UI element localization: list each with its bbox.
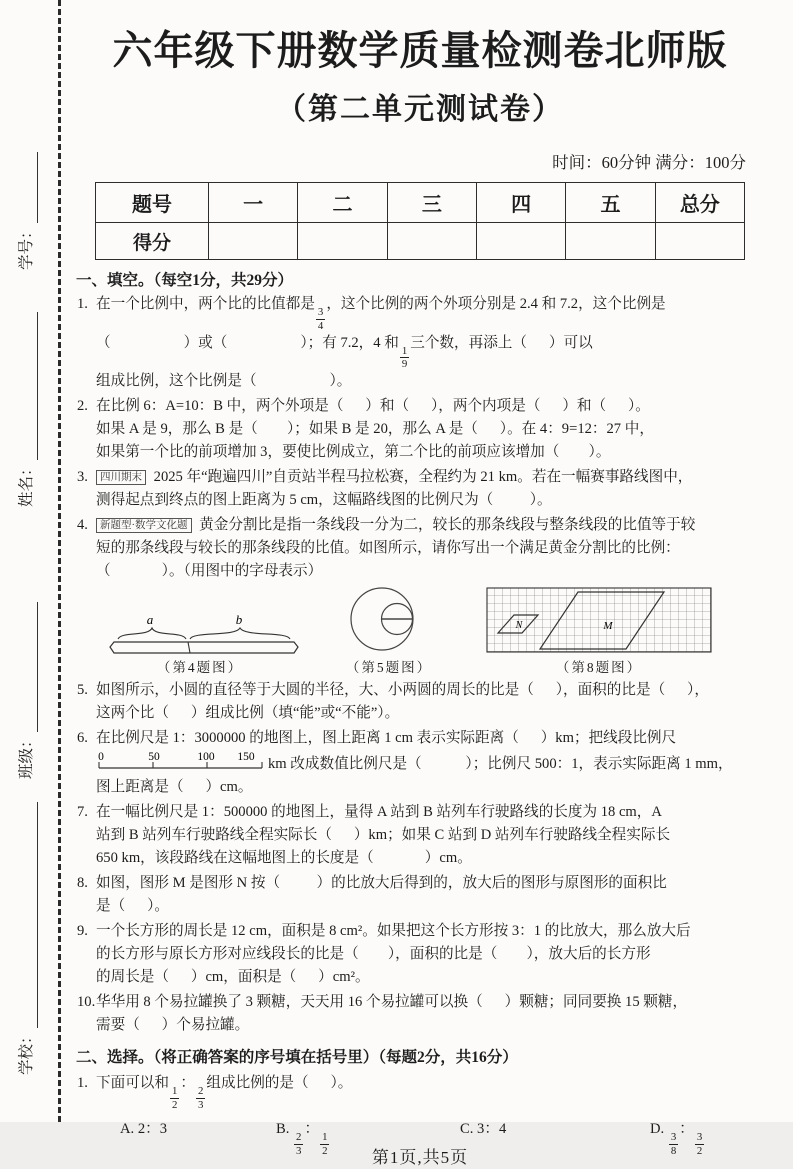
question-7-number: 7. [77, 804, 88, 821]
choice-question-1 [76, 1070, 764, 1111]
option-d-label: D. [650, 1120, 665, 1137]
student-number-blank [22, 152, 38, 223]
question-10 [76, 991, 764, 1037]
option-b-label: B. [276, 1120, 290, 1137]
figure-5-caption: （第5题图） [345, 660, 433, 676]
student-info-margin [0, 0, 72, 1122]
score-cell [387, 223, 476, 260]
question-5-line: 这两个比（ ）组成比例（填“能”或“不能”）。 [96, 705, 400, 722]
question-7-line: 650 km，该段路线在这幅地图上的长度是（ ）cm。 [96, 850, 472, 867]
question-7 [76, 801, 764, 870]
score-table-score-row [96, 223, 745, 260]
option-a [120, 1117, 167, 1138]
question-2-number: 2. [77, 398, 88, 415]
question-1 [76, 293, 764, 393]
question-1-line: 组成比例，这个比例是（ ）。 [96, 373, 352, 390]
scale-tick-50: 50 [148, 751, 160, 764]
paper-body [76, 0, 764, 1169]
segment-label-b: b [235, 612, 243, 628]
cut-dashed-line [58, 0, 61, 1122]
option-b-text: $\frac{2}{3}$ ： $\frac{1}{2}$ [296, 1120, 328, 1157]
question-source-badge: 新题型·数学文化题 [96, 518, 192, 533]
question-1-line: （ ）或（ ）；有 7.2，4 和 $\frac{1}{9}$ 三个数，再添上（ ）可以 [96, 334, 593, 371]
score-col-2: 二 [298, 183, 387, 223]
question-8-number: 8. [77, 875, 88, 892]
scale-tick-150: 150 [237, 751, 255, 764]
question-3-line: 测得起点到终点的图上距离为 5 cm，这幅路线图的比例尺为（ ）。 [96, 492, 552, 509]
choice-question-1-number: 1. [77, 1075, 88, 1092]
question-2-line: 如果第一个比的前项增加 3，要使比例成立，第二个比的前项应该增加（ ）。 [96, 444, 611, 461]
section-1-title: 一、填空。 [76, 272, 154, 289]
fraction: $\frac{1}{2}$ [322, 1130, 328, 1157]
score-row-label: 得分 [96, 223, 209, 260]
parallelogram-label-n: N [515, 620, 523, 632]
option-c-label: C. [460, 1120, 474, 1137]
fraction: $\frac{3}{8}$ [670, 1130, 677, 1157]
fraction: $\frac{2}{3}$ [296, 1130, 302, 1157]
student-name-label: 姓名： [18, 460, 35, 507]
question-source-badge: 四川期末 [96, 470, 146, 485]
class-blank [22, 602, 38, 732]
question-4-number: 4. [77, 517, 88, 534]
question-3-number: 3. [77, 469, 88, 486]
question-1-line: 在一个比例中，两个比的比值都是 $\frac{3}{4}$ ，这个比例的两个外项分别是 2.4 和 7.2，这个比例是 [96, 296, 666, 332]
question-4 [76, 514, 764, 583]
option-c-text: 3：4 [477, 1120, 507, 1137]
score-col-total: 总分 [655, 183, 744, 223]
question-6 [76, 727, 764, 799]
student-name-blank [22, 312, 38, 460]
score-cell [566, 223, 655, 260]
score-col-4: 四 [476, 183, 565, 223]
segment-figure [94, 595, 306, 653]
figure-4-caption: （第4题图） [156, 660, 244, 676]
question-6-line: km 改成数值比例尺是（ ）；比例尺 500：1，表示实际距离 1 mm， [268, 756, 733, 773]
segment-label-a: a [146, 612, 154, 628]
scale-tick-0: 0 [98, 751, 104, 764]
question-10-number: 10. [77, 994, 96, 1011]
question-6-line: 图上距离是（ ）cm。 [96, 779, 253, 796]
score-col-5: 五 [566, 183, 655, 223]
question-9-line: 的长方形与原长方形对应线段长的比是（ ），面积的比是（ ），放大后的长方形 [96, 946, 651, 963]
school-blank [22, 802, 38, 1028]
question-4-line: 短的那条线段与较长的那条线段的比值。如图所示，请你写出一个满足黄金分割比的比例： [96, 540, 680, 557]
score-cell [655, 223, 744, 260]
page-subtitle: （第二单元测试卷） [276, 93, 564, 126]
figure-8-caption: （第8题图） [555, 660, 643, 676]
question-10-line: 华华用 8 个易拉罐换了 3 颗糖，天天用 16 个易拉罐可以换（ ）颗糖；同同要换 15 颗糖， [96, 994, 688, 1011]
score-cell [476, 223, 565, 260]
section-2-title: 二、选择。 [76, 1049, 154, 1067]
question-5 [76, 679, 764, 725]
option-b [276, 1117, 330, 1157]
question-1-number: 1. [77, 296, 88, 312]
school-field [16, 802, 38, 1075]
question-9-line: 的周长是（ ）cm，面积是（ ）cm²。 [96, 969, 370, 986]
question-2-line: 在比例 6：A=10：B 中，两个外项是（ ）和（ ），两个内项是（ ）和（ ）。 [96, 398, 650, 415]
figure-question-8 [486, 587, 712, 677]
question-8 [76, 872, 764, 918]
student-name-field [16, 312, 38, 507]
score-table [95, 182, 745, 260]
score-cell [209, 223, 298, 260]
score-table-header-row [96, 183, 745, 223]
scale-tick-100: 100 [197, 751, 215, 764]
score-col-qnum: 题号 [96, 183, 209, 223]
option-d-text: $\frac{3}{8}$ ： $\frac{3}{2}$ [670, 1120, 703, 1157]
score-cell [298, 223, 387, 260]
question-6-line: 在比例尺是 1：3000000 的地图上，图上距离 1 cm 表示实际距离（ ）km；把线段比例尺 [96, 730, 677, 747]
student-number-label: 学号： [18, 223, 35, 270]
figure-question-4 [94, 595, 306, 677]
section-2-heading [76, 1046, 764, 1070]
page-title: 六年级下册数学质量检测卷北师版 [112, 28, 728, 73]
grid-parallelograms-figure [486, 587, 712, 653]
linear-scale-bar [96, 750, 266, 773]
option-c [460, 1117, 506, 1138]
question-10-line: 需要（ ）个易拉罐。 [96, 1017, 250, 1034]
section-1-note: （每空1分，共29分） [153, 272, 294, 289]
class-label: 班级： [18, 732, 35, 779]
question-7-line: 站到 B 站列车行驶路线全程实际长（ ）km；如果 C 站到 D 站列车行驶路线全程实际长 [96, 827, 671, 844]
fraction: $\frac{3}{2}$ [696, 1130, 703, 1157]
option-a-label: A. [120, 1120, 135, 1137]
question-6-line-scalebar [96, 750, 764, 776]
fraction: $\frac{3}{4}$ [317, 306, 324, 332]
score-col-3: 三 [387, 183, 476, 223]
question-9-line: 一个长方形的周长是 12 cm，面积是 8 cm²。如果把这个长方形按 3：1 的比放大，那么放大后 [96, 923, 691, 940]
question-3-line: 四川期末 2025 年“跑遍四川”自贡站半程马拉松赛，全程约为 21 km。若在一幅赛事路线图中， [96, 466, 764, 489]
option-d [650, 1117, 705, 1157]
section-1-heading [76, 269, 764, 293]
question-9-number: 9. [77, 923, 88, 940]
circles-figure [334, 585, 444, 653]
question-6-number: 6. [77, 730, 88, 747]
fraction: $\frac{2}{3}$ [198, 1085, 204, 1111]
score-col-1: 一 [209, 183, 298, 223]
question-9 [76, 920, 764, 989]
school-label: 学校： [18, 1028, 35, 1075]
parallelogram-label-m: M [603, 620, 613, 633]
fraction: $\frac{1}{2}$ [171, 1085, 178, 1111]
exam-meta: 时间：60分钟 满分：100分 [552, 153, 746, 172]
question-5-number: 5. [77, 682, 88, 699]
question-7-line: 在一幅比例尺是 1：500000 的地图上，量得 A 站到 B 站列车行驶路线的长度为 18 cm，A [96, 804, 662, 821]
fraction: $\frac{1}{9}$ [401, 344, 408, 371]
question-4-line: （ ）。（用图中的字母表示） [96, 563, 323, 580]
question-4-line: 新题型·数学文化题 黄金分割比是指一条线段一分为二，较长的那条线段与整条线段的比值等于较 [96, 514, 764, 537]
section-2-note: （将正确答案的序号填在括号里）（每题2分，共16分） [153, 1049, 518, 1067]
question-3 [76, 466, 764, 512]
figure-question-5 [334, 585, 444, 677]
class-field [16, 602, 38, 779]
question-8-line: 是（ ）。 [96, 898, 169, 915]
student-number-field [16, 152, 38, 270]
choice-question-1-text: 下面可以和 $\frac{1}{2}$ ： $\frac{2}{3}$ 组成比例的是（ ）。 [96, 1075, 353, 1111]
page-number-footer: 第1页,共5页 [371, 1147, 469, 1167]
question-5-line: 如图所示，小圆的直径等于大圆的半径，大、小两圆的周长的比是（ ），面积的比是（ ）， [96, 682, 709, 699]
figures-row [94, 585, 764, 677]
option-a-text: 2：3 [137, 1120, 168, 1137]
question-8-line: 如图，图形 M 是图形 N 按（ ）的比放大后得到的，放大后的图形与原图形的面积比 [96, 875, 667, 892]
question-2-line: 如果 A 是 9，那么 B 是（ ）；如果 B 是 20，那么 A 是（ ）。在 4：9=12：27 中， [96, 421, 654, 438]
question-2 [76, 395, 764, 464]
